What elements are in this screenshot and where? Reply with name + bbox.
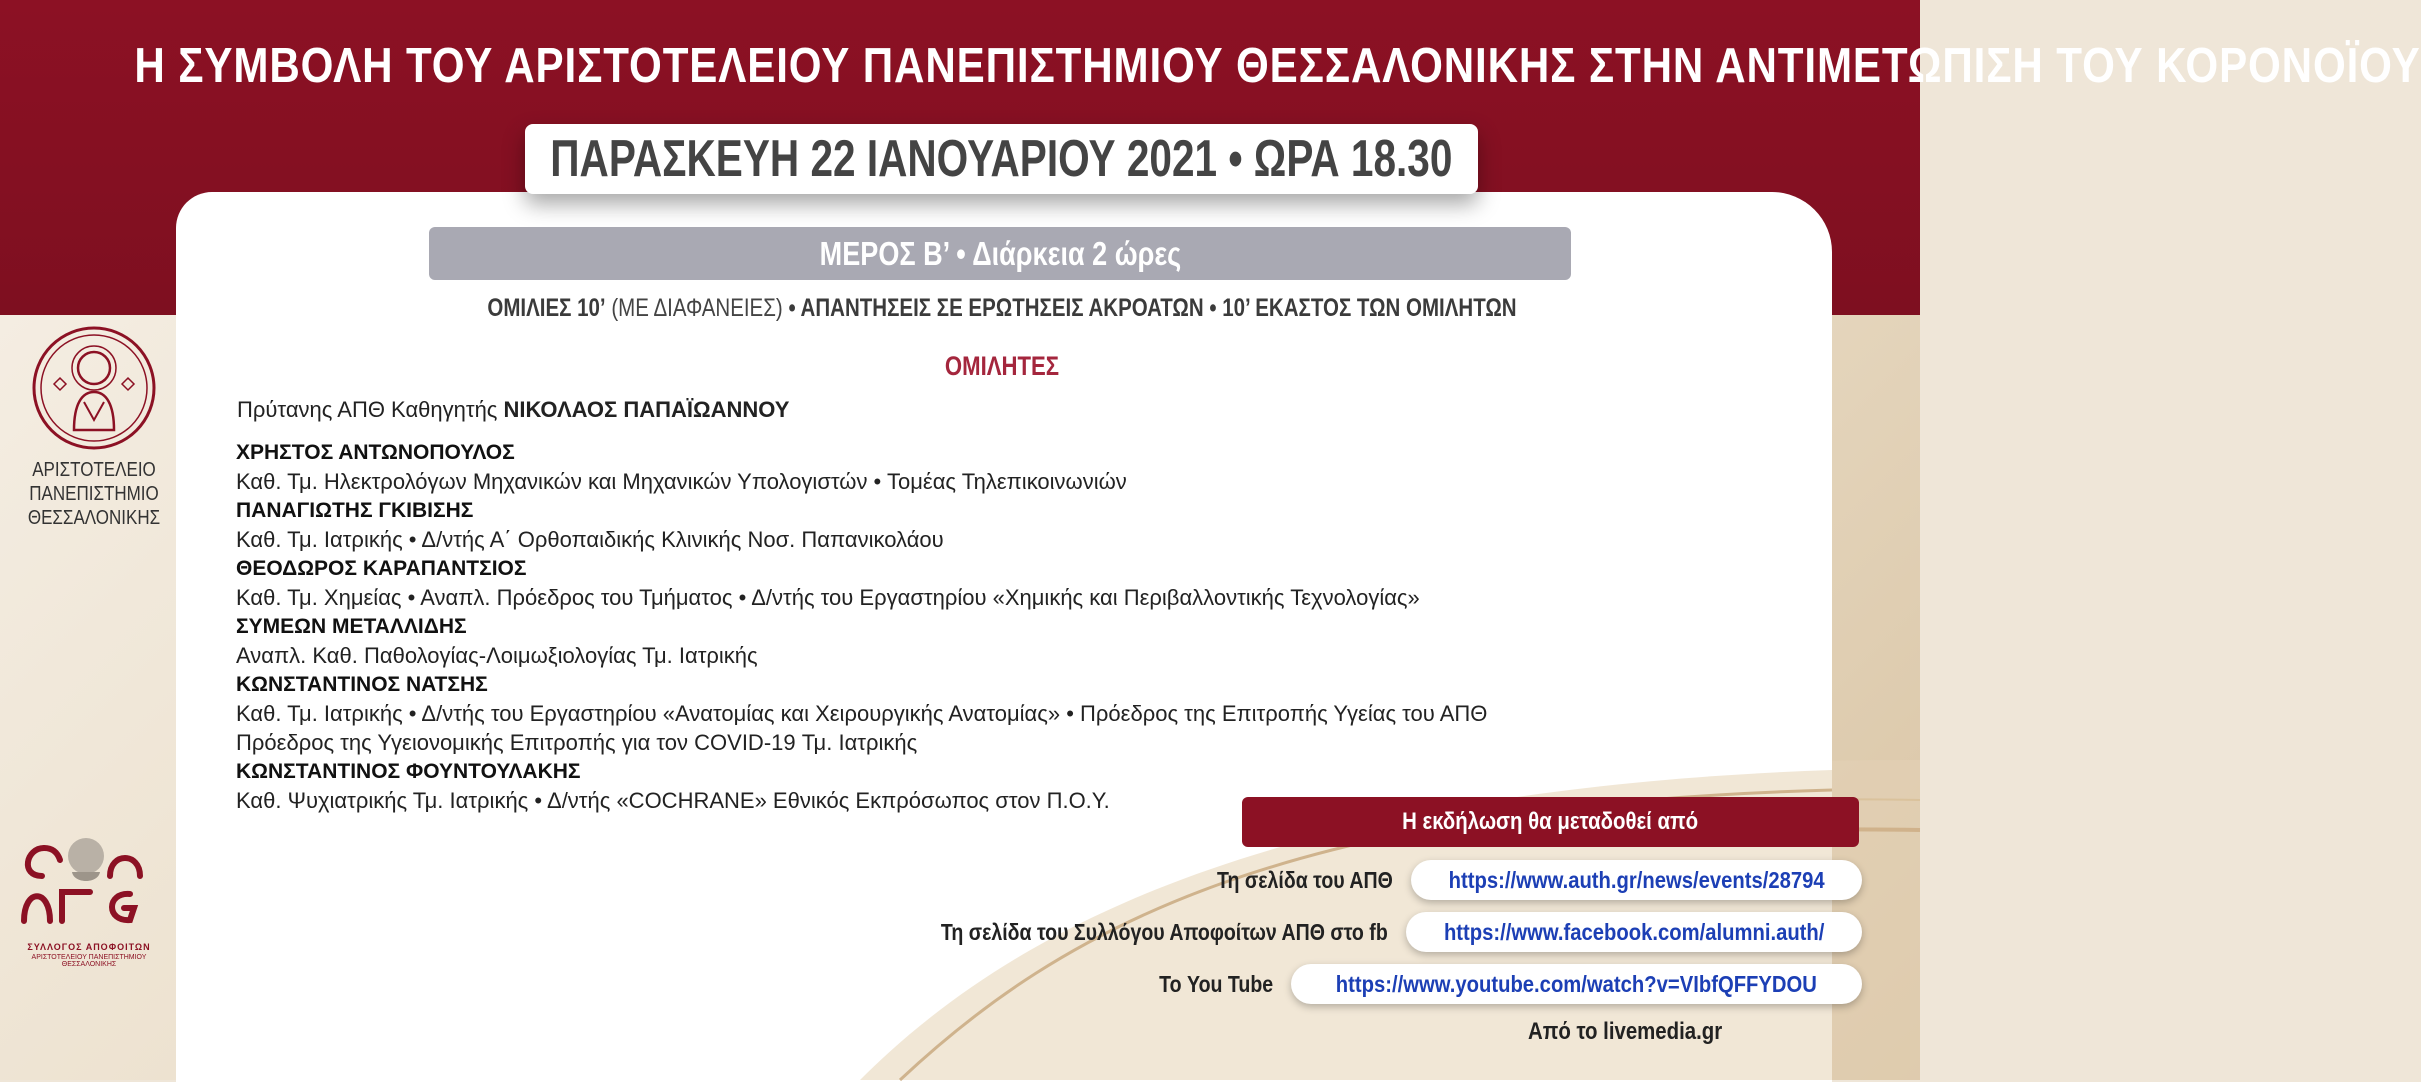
part-duration: ΜΕΡΟΣ Β’ • Διάρκεια 2 ώρες [819, 234, 1181, 272]
speakers-heading: ΟΜΙΛΗΤΕΣ [944, 351, 1060, 381]
link-label: Τη σελίδα του Συλλόγου Αποφοίτων ΑΠΘ στο fb [940, 918, 1388, 945]
youtube-link[interactable] [1291, 964, 1862, 1004]
talks-info [180, 294, 1823, 323]
alumni-association-logo [14, 826, 164, 926]
university-name [26, 458, 162, 530]
date-banner [525, 124, 1478, 194]
part-banner [429, 227, 1571, 280]
talks-slides-note: (ΜΕ ΔΙΑΦΑΝΕΙΕΣ) [611, 294, 783, 322]
auth-seal-logo [30, 324, 158, 452]
rector-title: Πρύτανης ΑΠΘ Καθηγητής [237, 397, 498, 422]
speaker-item [236, 612, 1736, 670]
speaker-item [236, 554, 1736, 612]
talks-duration: ΟΜΙΛΙΕΣ 10’ [487, 294, 606, 322]
university-name-line: ΠΑΝΕΠΙΣΤΗΜΙΟ [29, 483, 159, 505]
speaker-name: ΘΕΟΔΩΡΟΣ ΚΑΡΑΠΑΝΤΣΙΟΣ [236, 557, 527, 580]
speaker-role: Καθ. Ψυχιατρικής Τμ. Ιατρικής • Δ/ντής «COCHRANE» Εθνικός Εκπρόσωπος στον Π.Ο.Υ. [236, 788, 1110, 813]
broadcast-banner [1242, 797, 1859, 847]
rector-line [237, 397, 789, 423]
event-title: Η ΣΥΜΒΟΛΗ ΤΟΥ ΑΡΙΣΤΟΤΕΛΕΙΟΥ ΠΑΝΕΠΙΣΤΗΜΙΟΥ ΘΕΣΣΑΛΟΝΙΚΗΣ ΣΤΗΝ ΑΝΤΙΜΕΤΩΠΙΣΗ ΤΟΥ ΚΟΡΟΝΟΪΟΥ [134, 39, 2421, 93]
event-date-time: ΠΑΡΑΣΚΕΥΗ 22 ΙΑΝΟΥΑΡΙΟΥ 2021 • ΩΡΑ 18.30 [550, 130, 1453, 188]
facebook-alumni-link[interactable] [1406, 912, 1862, 952]
speaker-name: ΠΑΝΑΓΙΩΤΗΣ ΓΚΙΒΙΣΗΣ [236, 499, 474, 522]
speaker-name: ΚΩΝΣΤΑΝΤΙΝΟΣ ΝΑΤΣΗΣ [236, 673, 488, 696]
link-url: https://www.auth.gr/news/events/28794 [1448, 866, 1825, 893]
alumni-subtitle: ΑΡΙΣΤΟΤΕΛΕΙΟΥ ΠΑΝΕΠΙΣΤΗΜΙΟΥ ΘΕΣΣΑΛΟΝΙΚΗΣ [31, 954, 147, 968]
speaker-role: Αναπλ. Καθ. Παθολογίας-Λοιμωξιολογίας Τμ. Ιατρικής [236, 643, 758, 668]
link-row-youtube [1139, 964, 1862, 1004]
speaker-role: Καθ. Τμ. Χημείας • Αναπλ. Πρόεδρος του Τμήματος • Δ/ντής του Εργαστηρίου «Χημικής και Περιβαλλοντικής Τεχνολογίας» [236, 585, 1420, 610]
link-row-facebook [862, 912, 1862, 952]
speaker-name: ΧΡΗΣΤΟΣ ΑΝΤΩΝΟΠΟΥΛΟΣ [236, 441, 515, 464]
speaker-role: Καθ. Τμ. Ιατρικής • Δ/ντής Α΄ Ορθοπαιδικής Κλινικής Νοσ. Παπανικολάου [236, 527, 944, 552]
auth-events-link[interactable] [1411, 860, 1862, 900]
speaker-role: Καθ. Τμ. Ηλεκτρολόγων Μηχανικών και Μηχανικών Υπολογιστών • Τομέας Τηλεπικοινωνιών [236, 469, 1127, 494]
link-url: https://www.youtube.com/watch?v=VIbfQFFYDOU [1336, 970, 1818, 997]
university-name-line: ΘΕΣΣΑΛΟΝΙΚΗΣ [27, 507, 161, 529]
link-label: Το You Tube [1159, 970, 1274, 997]
speakers-list [236, 438, 1736, 815]
rector-name: ΝΙΚΟΛΑΟΣ ΠΑΠΑΪΩΑΝΝΟΥ [503, 397, 790, 422]
speaker-name: ΚΩΝΣΤΑΝΤΙΝΟΣ ΦΟΥΝΤΟΥΛΑΚΗΣ [236, 760, 581, 783]
link-url: https://www.facebook.com/alumni.auth/ [1443, 918, 1825, 945]
speaker-item [236, 438, 1736, 496]
alumni-name: ΣΥΛΛΟΓΟΣ ΑΠΟΦΟΙΤΩΝ [27, 942, 151, 952]
speaker-role-secondary: Πρόεδρος της Υγειονομικής Επιτροπής για τον COVID-19 Τμ. Ιατρικής [236, 730, 918, 755]
university-name-line: ΑΡΙΣΤΟΤΕΛΕΙΟ [32, 459, 156, 481]
speaker-item [236, 496, 1736, 554]
link-row-auth [1186, 860, 1862, 900]
link-label: Τη σελίδα του ΑΠΘ [1216, 866, 1393, 893]
speaker-item [236, 670, 1736, 757]
speaker-role: Καθ. Τμ. Ιατρικής • Δ/ντής του Εργαστηρίου «Ανατομίας και Χειρουργικής Ανατομίας» • Πρόεδρος της Επιτροπής Υγείας του ΑΠΘ [236, 701, 1488, 726]
talks-questions-note: • ΑΠΑΝΤΗΣΕΙΣ ΣΕ ΕΡΩΤΗΣΕΙΣ ΑΚΡΟΑΤΩΝ • 10’ ΕΚΑΣΤΟΣ ΤΩΝ ΟΜΙΛΗΤΩΝ [788, 294, 1517, 322]
livemedia-note: Από το livemedia.gr [1528, 1018, 1723, 1045]
broadcast-heading: Η εκδήλωση θα μεταδοθεί από [1402, 808, 1699, 835]
speaker-name: ΣΥΜΕΩΝ ΜΕΤΑΛΛΙΔΗΣ [236, 615, 467, 638]
